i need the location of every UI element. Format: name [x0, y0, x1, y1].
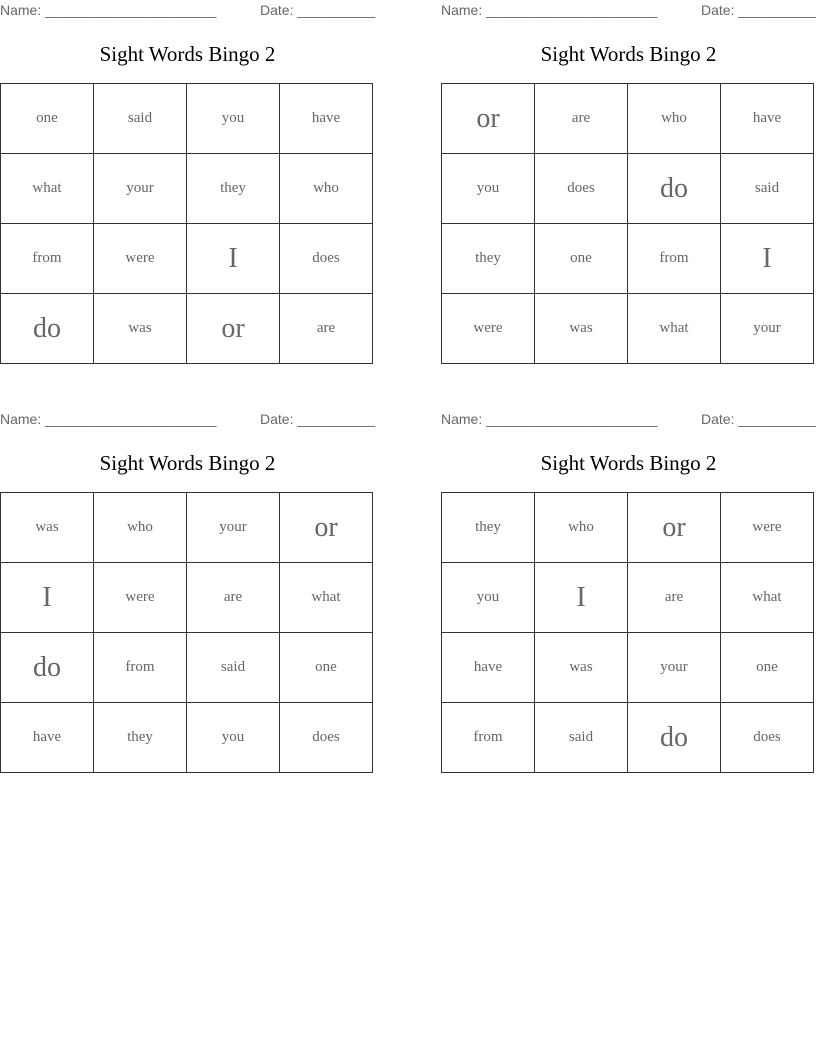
grid-cell: said — [94, 84, 187, 154]
grid-row — [1, 493, 373, 563]
grid-cell: I — [721, 224, 814, 294]
grid-cell: from — [1, 224, 94, 294]
grid-cell: were — [721, 493, 814, 563]
grid-cell: from — [94, 633, 187, 703]
grid-row — [1, 84, 373, 154]
grid-cell: or — [442, 84, 535, 154]
grid-row — [442, 703, 814, 773]
grid-cell: are — [535, 84, 628, 154]
name-field[interactable]: Name: ______________________ — [0, 411, 217, 427]
grid-row — [1, 294, 373, 364]
grid-cell: was — [94, 294, 187, 364]
card-header — [441, 411, 816, 429]
grid-cell: or — [187, 294, 280, 364]
grid-cell: said — [721, 154, 814, 224]
grid-cell: have — [721, 84, 814, 154]
card-header — [0, 411, 375, 429]
grid-cell: what — [628, 294, 721, 364]
grid-cell: are — [187, 563, 280, 633]
grid-cell: they — [442, 493, 535, 563]
bingo-grid — [0, 83, 373, 364]
grid-cell: was — [535, 633, 628, 703]
grid-row — [442, 224, 814, 294]
bingo-card — [441, 409, 816, 789]
grid-cell: you — [187, 84, 280, 154]
card-title: Sight Words Bingo 2 — [99, 42, 276, 66]
grid-cell: were — [94, 224, 187, 294]
card-title: Sight Words Bingo 2 — [99, 451, 276, 475]
grid-cell: who — [628, 84, 721, 154]
grid-cell: have — [280, 84, 373, 154]
date-field[interactable]: Date: __________ — [260, 411, 376, 427]
grid-cell: your — [721, 294, 814, 364]
grid-cell: they — [94, 703, 187, 773]
grid-cell: I — [187, 224, 280, 294]
bingo-grid — [441, 492, 814, 773]
grid-cell: have — [1, 703, 94, 773]
grid-cell: do — [628, 703, 721, 773]
grid-cell: said — [187, 633, 280, 703]
grid-cell: were — [94, 563, 187, 633]
grid-row — [1, 563, 373, 633]
date-field[interactable]: Date: __________ — [260, 2, 376, 18]
grid-cell: one — [535, 224, 628, 294]
grid-row — [1, 224, 373, 294]
bingo-grid — [441, 83, 814, 364]
grid-row — [1, 154, 373, 224]
grid-cell: does — [535, 154, 628, 224]
grid-cell: from — [628, 224, 721, 294]
bingo-card — [0, 409, 375, 789]
bingo-card — [0, 0, 375, 380]
grid-cell: do — [1, 294, 94, 364]
grid-cell: are — [628, 563, 721, 633]
grid-cell: were — [442, 294, 535, 364]
grid-cell: who — [280, 154, 373, 224]
grid-cell: you — [442, 154, 535, 224]
grid-cell: who — [94, 493, 187, 563]
grid-cell: one — [721, 633, 814, 703]
grid-cell: was — [1, 493, 94, 563]
grid-cell: your — [187, 493, 280, 563]
card-title: Sight Words Bingo 2 — [540, 42, 717, 66]
grid-cell: who — [535, 493, 628, 563]
grid-cell: have — [442, 633, 535, 703]
card-title: Sight Words Bingo 2 — [540, 451, 717, 475]
grid-cell: they — [442, 224, 535, 294]
name-field[interactable]: Name: ______________________ — [0, 2, 217, 18]
grid-cell: I — [1, 563, 94, 633]
grid-cell: or — [280, 493, 373, 563]
grid-cell: I — [535, 563, 628, 633]
grid-cell: your — [94, 154, 187, 224]
grid-cell: what — [280, 563, 373, 633]
grid-cell: said — [535, 703, 628, 773]
grid-row — [442, 154, 814, 224]
grid-cell: does — [280, 703, 373, 773]
grid-cell: from — [442, 703, 535, 773]
name-field[interactable]: Name: ______________________ — [441, 2, 658, 18]
card-header — [0, 2, 375, 20]
bingo-card — [441, 0, 816, 380]
grid-cell: one — [1, 84, 94, 154]
grid-row — [442, 563, 814, 633]
grid-row — [442, 294, 814, 364]
grid-cell: do — [628, 154, 721, 224]
bingo-grid — [0, 492, 373, 773]
grid-cell: you — [442, 563, 535, 633]
name-field[interactable]: Name: ______________________ — [441, 411, 658, 427]
card-header — [441, 2, 816, 20]
grid-cell: one — [280, 633, 373, 703]
grid-row — [442, 633, 814, 703]
grid-cell: are — [280, 294, 373, 364]
grid-row — [1, 633, 373, 703]
grid-cell: does — [721, 703, 814, 773]
grid-row — [1, 703, 373, 773]
grid-cell: what — [1, 154, 94, 224]
grid-cell: was — [535, 294, 628, 364]
grid-cell: do — [1, 633, 94, 703]
grid-cell: or — [628, 493, 721, 563]
date-field[interactable]: Date: __________ — [701, 411, 816, 427]
grid-cell: your — [628, 633, 721, 703]
date-field[interactable]: Date: __________ — [701, 2, 816, 18]
grid-row — [442, 84, 814, 154]
grid-row — [442, 493, 814, 563]
grid-cell: you — [187, 703, 280, 773]
grid-cell: does — [280, 224, 373, 294]
grid-cell: what — [721, 563, 814, 633]
grid-cell: they — [187, 154, 280, 224]
